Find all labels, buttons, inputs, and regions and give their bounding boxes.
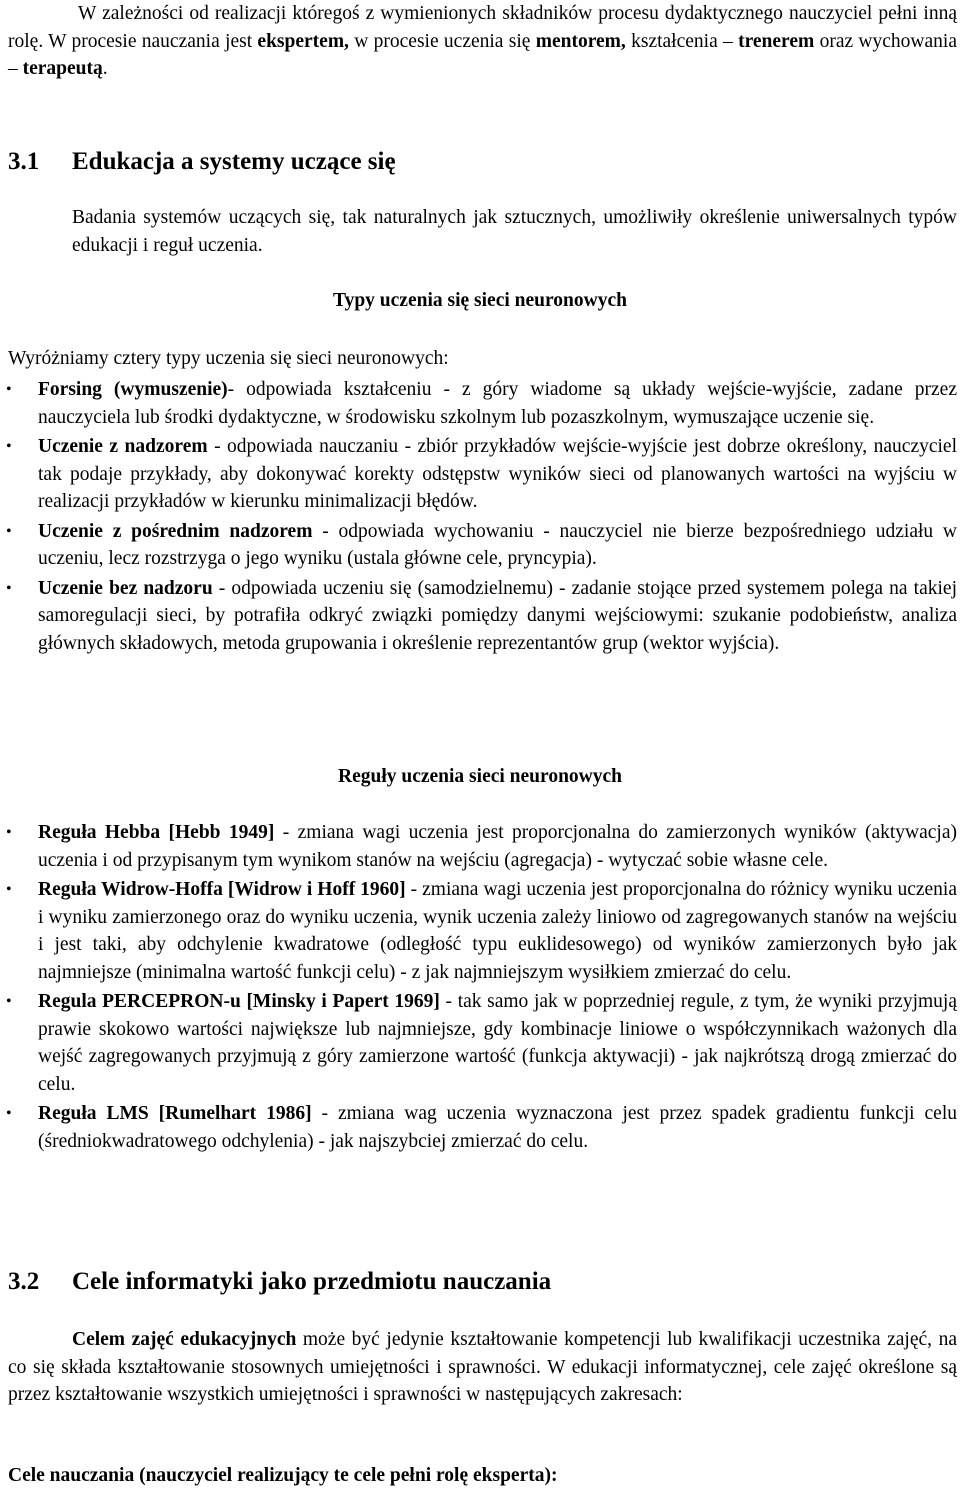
rules-heading: Reguły uczenia sieci neuronowych (337, 766, 622, 787)
bullet-icon: • (6, 381, 12, 398)
intro-text: . (102, 58, 108, 79)
bullet-icon: • (6, 881, 12, 898)
section-heading-3-2 (8, 1266, 551, 1298)
item-term: Uczenie z nadzorem (38, 436, 208, 457)
intro-bold-mentor: mentorem, (535, 30, 626, 52)
section-paragraph: Badania systemów uczących się, tak naturalnych jak sztucznych, umożliwiły określenie uniwersalnych typów edukacji i reguł uczenia. (72, 207, 957, 256)
intro-bold-therapist: terapeutą (22, 58, 103, 79)
item-term: Reguła Hebba [Hebb 1949] (38, 822, 275, 843)
bullet-icon: • (6, 522, 12, 540)
section-number: 3.2 (8, 1268, 40, 1295)
list-item (0, 988, 957, 1098)
intro-paragraph (8, 0, 957, 83)
item-text: - zmiana wagi uczenia jest proporcjonalna do zamierzonych wyników (aktywacja) uczenia i od przypisanym tym wynikom stanów na wejściu (agregacja) - wytyczać sobie własne cele. (38, 822, 957, 871)
intro-text: w procesie uczenia się (348, 30, 536, 52)
item-term: Regula PERCEPRON-u [Minsky i Papert 1969] (38, 991, 440, 1012)
item-term: Uczenie z pośrednim nadzorem (38, 520, 313, 542)
list-item (0, 575, 957, 658)
paragraph-text: może być jedynie kształtowanie kompetencji lub kwalifikacji uczestnika zajęć, na co się składa kształtowanie stosownych umiejętności i sprawności. W edukacji informatycznej, cele zajęć określone są przez kształtowanie wszystkich umiejętności i sprawności w następujących zakresach: (8, 1329, 957, 1405)
item-text: - odpowiada kształceniu - z góry wiadome są układy wejście-wyjście, zadane przez nauczyciela lub środki dydaktyczne, w środowisku szkolnym lub pozaszkolnym, wymuszające uczenie się. (38, 379, 957, 428)
bullet-icon: • (6, 993, 12, 1010)
rules-list (0, 819, 960, 1155)
item-text: - zmiana wagi uczenia jest proporcjonalna do różnicy wyniku uczenia i wyniku zamierzonego oraz do wyniku uczenia, wynik uczenia zależy liniowo od zagregowanych stanów na wejściu i jest taki, aby odchylenie kwadratowe (odległość typu euklidesowego) od wyników zamierzonych było jak najmniejsze (minimalna wartość funkcji celu) - z jak najmniejszym wysiłkiem zmierzać do celu. (38, 879, 957, 983)
item-text: - odpowiada nauczaniu - zbiór przykładów wejście-wyjście jest dobrze określony, nauczyciel tak podaje przykłady, aby dokonywać korekty odstępstw wyników sieci od planowanych wartości na wyjściu w realizacji przykładów w kierunku minimalizacji błędów. (38, 436, 957, 512)
bullet-icon: • (6, 438, 12, 455)
list-item (0, 1100, 957, 1155)
intro-text: kształcenia – (625, 30, 739, 52)
list-item (0, 876, 957, 986)
item-term: Uczenie bez nadzoru (38, 577, 213, 599)
item-text: - zmiana wag uczenia wyznaczona jest przez spadek gradientu funkcji celu (średniokwadratowego odchylenia) - jak najszybciej zmierzać do celu. (38, 1103, 958, 1152)
intro-text: oraz wychowania – (8, 30, 957, 79)
list-item (0, 433, 957, 516)
section-paragraph (8, 1326, 957, 1409)
goals-heading: Cele nauczania (nauczyciel realizujący te cele pełni rolę eksperta): (8, 1465, 558, 1486)
section-title: Cele informatyki jako przedmiotu nauczania (72, 1268, 552, 1295)
bullet-icon: • (6, 1105, 12, 1122)
list-item (0, 819, 957, 874)
section-number: 3.1 (8, 148, 40, 175)
section-heading-3-1 (8, 146, 396, 178)
paragraph-bold-lead: Celem zajęć edukacyjnych (72, 1329, 297, 1350)
list-item (0, 376, 957, 431)
item-term: Reguła Widrow-Hoffa [Widrow i Hoff 1960] (38, 879, 406, 900)
item-term: Reguła LMS [Rumelhart 1986] (38, 1103, 312, 1124)
types-list (0, 376, 960, 657)
intro-bold-trainer: trenerem (738, 30, 815, 52)
item-text: - tak samo jak w poprzedniej regule, z tym, że wyniki przyjmują prawie skokowo wartości największe lub najmniejsze, gdy kombinacje liniowe o współczynnikach ważonych dla wejść zagregowanych przyjmują z góry zamierzone wartość (funkcja aktywacji) - jak najkrótszą drogą zmierzać do celu. (38, 991, 957, 1095)
item-text: - odpowiada uczeniu się (samodzielnemu) - zadanie stojące przed systemem polega na takiej samoregulacji sieci, by potrafiła odkryć związki pomiędzy danymi wejściowymi: szukanie podobieństw, analiza głównych składowych, metoda grupowania i określenie reprezentantów grup (wektor wyjścia). (38, 577, 957, 654)
item-text: - odpowiada wychowaniu - nauczyciel nie bierze bezpośredniego udziału w uczeniu, lecz rozstrzyga o jego wyniku (ustala główne cele, pryncypia). (38, 520, 957, 569)
types-lead: Wyróżniamy cztery typy uczenia się sieci neuronowych: (8, 348, 449, 369)
section-title: Edukacja a systemy uczące się (72, 148, 396, 175)
intro-bold-expert: ekspertem, (257, 30, 349, 52)
bullet-icon: • (6, 579, 12, 597)
intro-text: W zależności od realizacji któregoś z wymienionych składników procesu dydaktycznego nauczyciel pełni inną rolę. W procesie nauczania jest (8, 3, 957, 52)
item-term: Forsing (wymuszenie) (38, 379, 228, 400)
types-heading: Typy uczenia się sieci neuronowych (333, 290, 627, 311)
bullet-icon: • (6, 824, 12, 841)
list-item (0, 518, 957, 573)
